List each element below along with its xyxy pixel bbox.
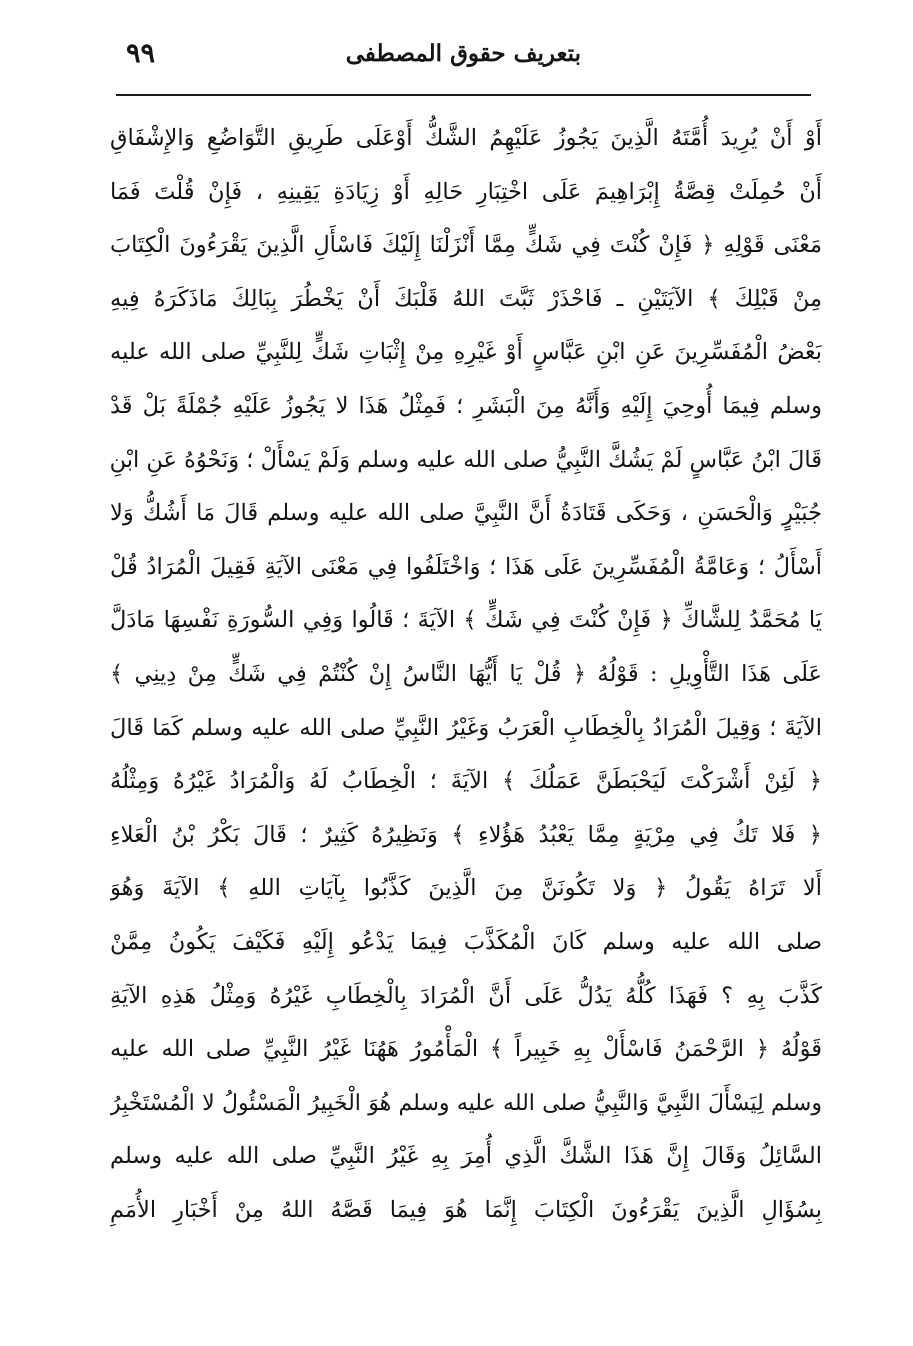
- text-line: أَلا تَرَاهُ يَقُولُ ﴿ وَلا تَكُونَنَّ مِنَ الَّذِينَ كَذَّبُوا بِآيَاتِ اللهِ ﴾ الآيَةَ وَهُوَ: [110, 875, 822, 902]
- text-line: صلى الله عليه وسلم كَانَ الْمُكَذَّبَ فِيمَا يَدْعُو إِلَيْهِ فَكَيْفَ يَكُونُ مِمَّنْ: [110, 928, 822, 955]
- text-line: عَلَى هَذَا التَّأْوِيلِ : قَوْلُهُ ﴿ قُلْ يَا أَيُّهَا النَّاسُ إِنْ كُنْتُمْ فِي شَكٍّ مِنْ دِينِي ﴾: [110, 660, 822, 687]
- text-line: قَالَ ابْنُ عَبَّاسٍ لَمْ يَشُكَّ النَّبِيُّ صلى الله عليه وسلم وَلَمْ يَسْأَلْ ؛ وَنَحْوُهُ عَنِ ابْنِ: [110, 446, 822, 473]
- header-rule: [116, 94, 811, 96]
- text-line: وسلم فِيمَا أُوحِيَ إِلَيْهِ وَأَنَّهُ مِنَ الْبَشَرِ ؛ فَمِثْلُ هَذَا لا يَجُوزُ عَلَيْهِ جُمْلَةً بَلْ قَدْ: [110, 392, 822, 419]
- text-line: مِنْ قَبْلِكَ ﴾ الآيَتَيْنِ ـ فَاحْذَرْ ثَبَّتَ اللهُ قَلْبَكَ أَنْ يَخْطُرَ بِبَالِكَ مَاذَكَرَهُ فِيهِ: [110, 285, 822, 312]
- text-line: الآيَةَ ؛ وَقِيلَ الْمُرَادُ بِالْخِطَابِ الْعَرَبُ وَغَيْرُ النَّبِيِّ صلى الله عليه وسلم كَمَا قَالَ: [110, 714, 822, 741]
- text-line: أَسْأَلُ ؛ وَعَامَّةُ الْمُفَسِّرِينَ عَلَى هَذَا ؛ وَاخْتَلَفُوا فِي مَعْنَى الآيَةِ فَقِيلَ الْمُرَادُ قُلْ: [110, 553, 822, 580]
- text-line: بِسُؤَالِ الَّذِينَ يَقْرَءُونَ الْكِتَابَ إِنَّمَا هُوَ فِيمَا قَصَّهُ اللهُ مِنْ أَخْبَارِ الأُمَمِ: [110, 1196, 822, 1223]
- text-line: أَنْ حُمِلَتْ قِصَّةُ إِبْرَاهِيمَ عَلَى اخْتِبَارِ حَالِهِ أَوْ زِيَادَةِ يَقِينِهِ ، فَإِنْ قُلْتَ فَمَا: [110, 178, 822, 205]
- text-line: كَذَّبَ بِهِ ؟ فَهَذَا كُلُّهُ يَدُلُّ عَلَى أَنَّ الْمُرَادَ بِالْخِطَابِ غَيْرُهُ وَمِثْلُ هَذِهِ الآيَةِ: [110, 982, 822, 1009]
- running-title: بتعريف حقوق المصطفى: [345, 40, 581, 67]
- text-line: أَوْ أَنْ يُرِيدَ أُمَّتَهُ الَّذِينَ يَجُوزُ عَلَيْهِمُ الشَّكُّ أَوْعَلَى طَرِيقِ التَّوَاضُعِ وَالإِشْفَاقِ: [110, 125, 822, 151]
- page-number: ٩٩: [126, 38, 156, 69]
- text-line: يَا مُحَمَّدُ لِلشَّاكِّ ﴿ فَإِنْ كُنْتَ فِي شَكٍّ ﴾ الآيَةَ ؛ قَالُوا وَفِي السُّورَةِ نَفْسِهَا مَادَلَّ: [110, 607, 822, 634]
- text-line: قَوْلُهُ ﴿ الرَّحْمَنُ فَاسْأَلْ بِهِ خَبِيراً ﴾ الْمَأْمُورُ هَهُنَا غَيْرُ النَّبِيِّ صلى الله عليه: [110, 1036, 822, 1063]
- page-header: [116, 30, 811, 90]
- text-line: ﴿ لَئِنْ أَشْرَكْتَ لَيَحْبَطَنَّ عَمَلُكَ ﴾ الآيَةَ ؛ الْخِطَابُ لَهُ وَالْمُرَادُ غَيْرُهُ وَمِثْلُهُ: [110, 768, 822, 795]
- page-body: [110, 112, 822, 1237]
- text-line: جُبَيْرٍ وَالْحَسَنِ ، وَحَكَى قَتَادَةُ أَنَّ النَّبِيَّ صلى الله عليه وسلم قَالَ مَا أَشُكُّ وَلا: [110, 500, 822, 527]
- text-line: ﴿ فَلا تَكُ فِي مِرْيَةٍ مِمَّا يَعْبُدُ هَؤُلاءِ ﴾ وَنَظِيرُهُ كَثِيرٌ ؛ قَالَ بَكْرُ بْنُ الْعَلاءِ: [110, 821, 822, 848]
- text-line: بَعْضُ الْمُفَسِّرِينَ عَنِ ابْنِ عَبَّاسٍ أَوْ غَيْرِهِ مِنْ إِثْبَاتِ شَكٍّ لِلنَّبِيِّ صلى الله عليه: [110, 339, 822, 366]
- text-line: السَّائِلُ وَقَالَ إِنَّ هَذَا الشَّكَّ الَّذِي أُمِرَ بِهِ غَيْرُ النَّبِيِّ صلى الله عليه وسلم: [110, 1143, 822, 1170]
- text-line: مَعْنَى قَوْلِهِ ﴿ فَإِنْ كُنْتَ فِي شَكٍّ مِمَّا أَنْزَلْنَا إِلَيْكَ فَاسْأَلِ الَّذِينَ يَقْرَءُونَ الْكِتَابَ: [110, 232, 822, 259]
- text-line: وسلم لِيَسْأَلَ النَّبِيَّ وَالنَّبِيُّ صلى الله عليه وسلم هُوَ الْخَبِيرُ الْمَسْئُولُ لا الْمُسْتَخْبِرُ: [110, 1090, 822, 1116]
